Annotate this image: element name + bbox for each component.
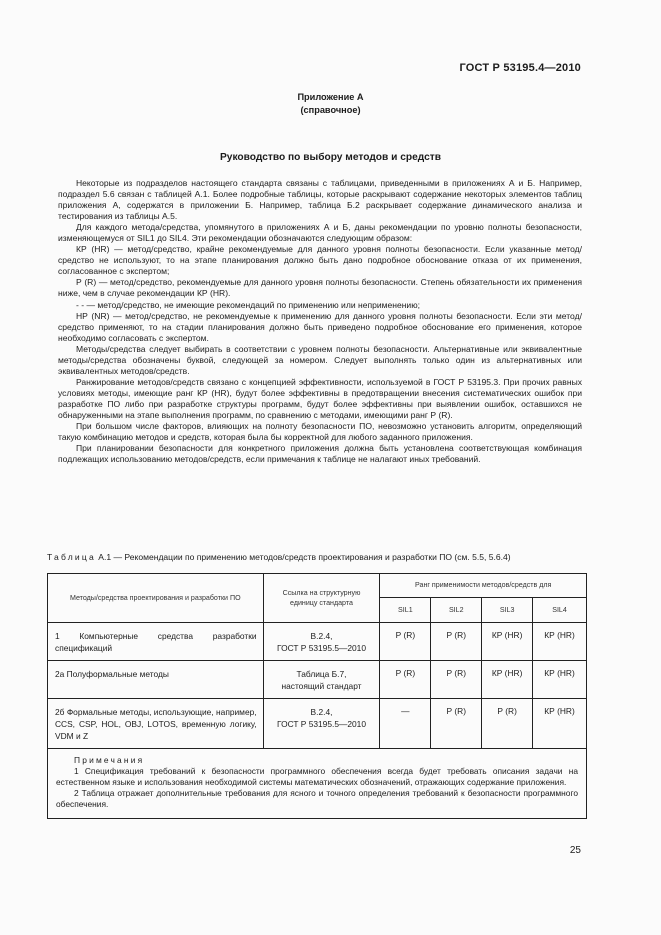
paragraph: Р (R) — метод/средство, рекомендуемые для данного уровня полноты безопасности. Степень обязательности их применения ниже, чем в случае рекомендации КР (HR).: [58, 277, 582, 299]
sil1-cell: —: [380, 699, 431, 749]
sil4-cell: КР (HR): [533, 661, 587, 699]
header-sil4: SIL4: [533, 598, 587, 623]
sil2-cell: Р (R): [431, 623, 482, 661]
notes-title: Примечания: [74, 755, 145, 765]
header-rank: Ранг применимости методов/средств для: [380, 574, 587, 598]
section-title: Руководство по выбору методов и средств: [220, 152, 441, 163]
header-sil2: SIL2: [431, 598, 482, 623]
table-row: [48, 623, 587, 661]
paragraph: - - — метод/средство, не имеющие рекомендаций по применению или неприменению;: [76, 299, 420, 310]
recommendations-table: [47, 573, 587, 819]
paragraph: Некоторые из подразделов настоящего стандарта связаны с таблицами, приведенными в приложениях А и Б. Например, подраздел 5.6 связан с таблицей А.1. Более подробные таблицы, которые раскрывают содержание некоторых элементов таблиц приложения А, содержатся в приложении Б. Например, таблица Б.2 раскрывает содержание динамического анализа и тестирования из таблицы А.5.: [58, 178, 582, 222]
method-cell: 2б Формальные методы, использующие, например, CCS, CSP, HOL, OBJ, LOTOS, временную логику, VDM и Z: [48, 699, 264, 749]
sil4-cell: КР (HR): [533, 699, 587, 749]
table-caption-label: Таблица: [47, 552, 96, 562]
sil2-cell: Р (R): [431, 661, 482, 699]
header-reference: Ссылка на структурную единицу стандарта: [263, 574, 380, 623]
sil4-cell: КР (HR): [533, 623, 587, 661]
paragraph: При планировании безопасности для конкретного приложения должна быть установлена соответствующая комбинация подлежащих использованию методов/средств, если примечания к таблице не налагают иных требований.: [58, 443, 582, 465]
method-cell: 2а Полуформальные методы: [48, 661, 264, 699]
paragraph: НР (NR) — метод/средство, не рекомендуемые к применению для данного уровня полноты безопасности. Если эти метод/средство применяют, то на стадии планирования должно быть приведено подробное обоснование его применения, которое необходимо согласовать с экспертом.: [58, 310, 582, 343]
appendix-subtitle: (справочное): [300, 105, 361, 115]
page-number: 25: [569, 845, 581, 856]
header-sil3: SIL3: [482, 598, 533, 623]
paragraph: КР (HR) — метод/средство, крайне рекомендуемые для данного уровня полноты безопасности. Если указанные метод/средство не используют, то на этапе планирования должно быть дано подробное обоснование отказа от их применения, согласованное с экспертом;: [58, 244, 582, 277]
paragraph: Ранжирование методов/средств связано с концепцией эффективности, используемой в ГОСТ Р 53195.3. При прочих равных условиях методы, имеющие ранг КР (HR), будут более эффективны в предотвращении внесения систематических ошибок при разработке ПО либо при разработке структуры программ, будут более эффективны при выявлении ошибок, оставшихся не обнаруженными на этапе выполнения программ, по сравнению с методами, имеющими ранг Р (R).: [58, 376, 582, 420]
sil3-cell: КР (HR): [482, 661, 533, 699]
notes-row: [48, 749, 587, 819]
method-cell: 1 Компьютерные средства разработки спецификаций: [48, 623, 264, 661]
table-row: [48, 699, 587, 749]
note: 1 Спецификация требований к безопасности программного обеспечения всегда будет требовать описания задачи на естественном языке и использования необходимой системы математических обозначений, отражающих содержание приложения.: [56, 766, 578, 787]
document-code: ГОСТ Р 53195.4—2010: [459, 62, 581, 74]
paragraph: Методы/средства следует выбирать в соответствии с уровнем полноты безопасности. Альтернативные или эквивалентные методы/средства обозначены буквой, следующей за номером. Следует выполнять только один из альтернативных или эквивалентных методов/средств.: [58, 343, 582, 376]
sil1-cell: Р (R): [380, 661, 431, 699]
reference-cell: В.2.4, ГОСТ Р 53195.5—2010: [263, 699, 380, 749]
table-row: [48, 661, 587, 699]
header-sil1: SIL1: [380, 598, 431, 623]
table-caption-text: А.1 — Рекомендации по применению методов/средств проектирования и разработки ПО (см. 5.5, 5.6.4): [98, 552, 511, 562]
table-notes: [48, 749, 587, 819]
body-text: [58, 178, 582, 465]
reference-cell: В.2.4, ГОСТ Р 53195.5—2010: [263, 623, 380, 661]
appendix-title: Приложение А: [297, 92, 364, 102]
paragraph: При большом числе факторов, влияющих на полноту безопасности ПО, невозможно установить алгоритм, определяющий такую комбинацию методов и средств, которая была бы корректной для любого заданного приложения.: [58, 421, 582, 443]
header-method: Методы/средства проектирования и разработки ПО: [48, 574, 264, 623]
paragraph: Для каждого метода/средства, упомянутого в приложениях А и Б, даны рекомендации по уровню полноты безопасности, изменяющемуся от SIL1 до SIL4. Эти рекомендации обозначаются следующим образом:: [58, 222, 582, 244]
table-caption: [47, 552, 511, 562]
reference-cell: Таблица Б.7, настоящий стандарт: [263, 661, 380, 699]
note: 2 Таблица отражает дополнительные требования для ясного и точного определения требований к безопасности программного обеспечения.: [56, 788, 578, 809]
sil1-cell: Р (R): [380, 623, 431, 661]
sil3-cell: КР (HR): [482, 623, 533, 661]
sil3-cell: Р (R): [482, 699, 533, 749]
appendix-heading: [0, 91, 661, 117]
sil2-cell: Р (R): [431, 699, 482, 749]
